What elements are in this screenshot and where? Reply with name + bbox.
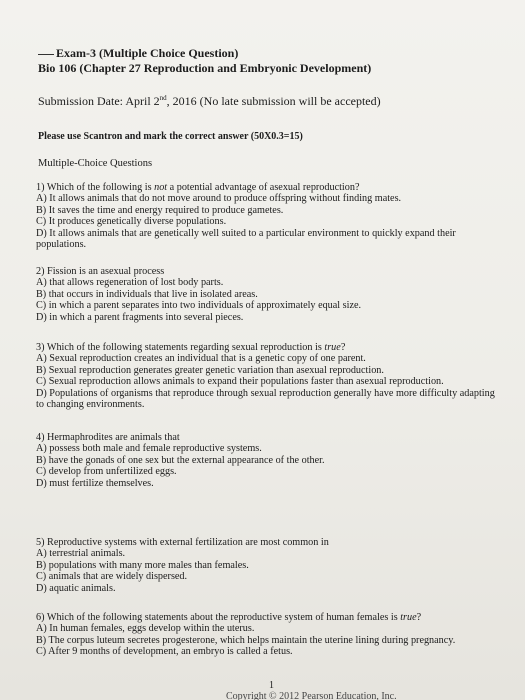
option-d: D) in which a parent fragments into several pieces. [36,311,244,323]
option-c: C) animals that are widely dispersed. [36,571,188,583]
page-number: 1 [269,680,274,691]
option-c: C) Sexual reproduction allows animals to expand their populations faster than asexual reproduction. [36,376,444,388]
question-stem: 3) Which of the following statements regarding sexual reproduction is true? [36,342,346,353]
question-stem: 6) Which of the following statements about the reproductive system of human females is true? [36,612,422,623]
question-3 [36,342,506,410]
emphasis: true [324,342,341,353]
submission-sup: nd [159,94,167,102]
question-6 [36,612,506,658]
option-a: A) It allows animals that do not move around to produce offspring without finding mates. [36,193,402,205]
question-5 [36,537,506,594]
emphasis: true [400,612,417,623]
option-b: B) populations with many more males than females. [36,559,249,571]
course-line: Bio 106 (Chapter 27 Reproduction and Embryonic Development) [38,61,372,75]
question-4 [36,432,506,489]
option-a: A) In human females, eggs develop within the uterus. [36,623,255,635]
option-c: C) After 9 months of development, an embryo is called a fetus. [36,646,293,658]
section-title: Multiple-Choice Questions [38,158,153,169]
question-1 [36,182,506,250]
question-stem: 5) Reproductive systems with external fertilization are most common in [36,537,329,548]
option-c: C) develop from unfertilized eggs. [36,466,177,478]
question-2 [36,266,506,323]
option-a: A) that allows regeneration of lost body parts. [36,277,224,289]
option-b: B) It saves the time and energy required to produce gametes. [36,204,284,216]
option-c: C) It produces genetically diverse populations. [36,216,227,228]
exam-title-text: Exam-3 (Multiple Choice Question) [56,46,239,60]
emphasis: not [154,182,168,193]
option-d: D) aquatic animals. [36,582,116,594]
option-b: B) have the gonads of one sex but the external appearance of the other. [36,454,325,466]
option-a: A) terrestrial animals. [36,548,126,560]
question-stem: 2) Fission is an asexual process [36,266,165,277]
title-underline [38,54,54,55]
option-b: B) Sexual reproduction generates greater genetic variation than asexual reproduction. [36,364,384,376]
option-d: D) must fertilize themselves. [36,477,154,489]
option-c: C) in which a parent separates into two individuals of approximately equal size. [36,300,362,312]
option-b: B) The corpus luteum secretes progesterone, which helps maintain the uterine lining during pregnancy. [36,634,456,646]
option-d: D) It allows animals that are genetically well suited to a particular environment to quickly expand their populations. [36,227,456,251]
submission-date [38,94,381,109]
question-stem: 1) Which of the following is not a potential advantage of asexual reproduction? [36,182,360,193]
option-d: D) Populations of organisms that reproduce through sexual reproduction generally have more difficulty adapting to changing environments. [36,387,495,411]
option-b: B) that occurs in individuals that live in isolated areas. [36,288,258,300]
option-a: A) possess both male and female reproductive systems. [36,443,262,455]
copyright-notice: Copyright © 2012 Pearson Education, Inc. [226,691,397,700]
instructions: Please use Scantron and mark the correct answer (50X0.3=15) [38,131,303,142]
exam-title [38,46,238,60]
question-stem: 4) Hermaphrodites are animals that [36,432,180,443]
submission-prefix: Submission Date: April 2 [38,94,160,108]
option-a: A) Sexual reproduction creates an individual that is a genetic copy of one parent. [36,353,366,365]
submission-suffix: , 2016 (No late submission will be accepted) [166,94,381,108]
